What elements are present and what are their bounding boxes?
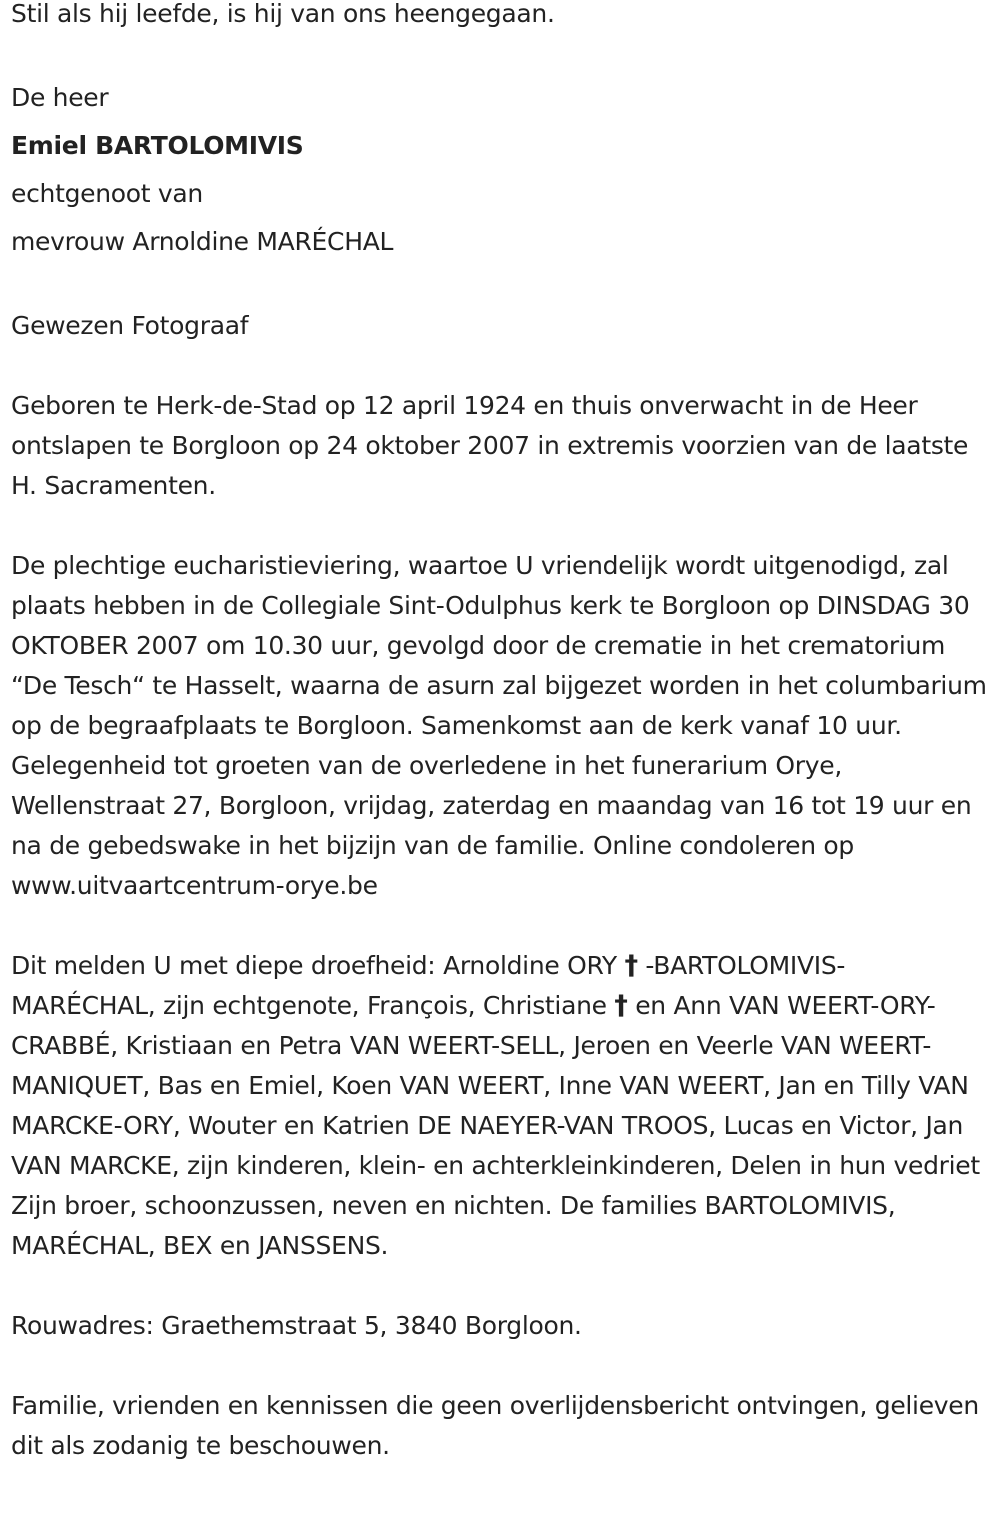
family-text-part1: Dit melden U met diepe droefheid: Arnoldine ORY (11, 951, 625, 980)
cross-icon: † (614, 990, 628, 1021)
closing-paragraph: Familie, vrienden en kennissen die geen overlijdensbericht ontvingen, gelieven dit als zodanig te beschouwen. (11, 1391, 979, 1460)
spouse-name: mevrouw Arnoldine MARÉCHAL (11, 227, 394, 256)
spacer (11, 34, 989, 74)
birth-death-paragraph: Geboren te Herk-de-Stad op 12 april 1924 en thuis onverwacht in de Heer ontslapen te Borgloon op 24 oktober 2007 in extremis voorzien van de laatste H. Sacramenten. (11, 391, 969, 500)
obituary-document (11, 0, 989, 1466)
deceased-name: Emiel BARTOLOMIVIS (11, 131, 304, 160)
cross-icon: † (624, 950, 638, 981)
ceremony-paragraph: De plechtige eucharistieviering, waartoe U vriendelijk wordt uitgenodigd, zal plaats hebben in de Collegiale Sint-Odulphus kerk te Borgloon op DINSDAG 30 OKTOBER 2007 om 10.30 uur, gevolgd door de crematie in het crematorium “De Tesch“ te Hasselt, waarna de asurn zal bijgezet worden in het columbarium op de begraafplaats te Borgloon. Samenkomst aan de kerk vanaf 10 uur. Gelegenheid tot groeten van de overledene in het funerarium Orye, Wellenstraat 27, Borgloon, vrijdag, zaterdag en maandag van 16 tot 19 uur en na de gebedswake in het bijzijn van de familie. Online condoleren op www.uitvaartcentrum-orye.be (11, 551, 987, 900)
opening-line: Stil als hij leefde, is hij van ons heengegaan. (11, 0, 555, 28)
spacer (11, 506, 989, 546)
spouse-relation: echtgenoot van (11, 179, 203, 208)
family-paragraph (11, 946, 989, 1266)
occupation: Gewezen Fotograaf (11, 311, 249, 340)
family-text-part3: en Ann VAN WEERT-ORY-CRABBÉ, Kristiaan en Petra VAN WEERT-SELL, Jeroen en Veerle VAN WEERT-MANIQUET, Bas en Emiel, Koen VAN WEERT, Inne VAN WEERT, Jan en Tilly VAN MARCKE-ORY, Wouter en Katrien DE NAEYER-VAN TROOS, Lucas en Victor, Jan VAN MARCKE, zijn kinderen, klein- en achterkleinkinderen, Delen in hun vedriet Zijn broer, schoonzussen, neven en nichten. De families BARTOLOMIVIS, MARÉCHAL, BEX en JANSSENS. (11, 991, 980, 1260)
mourning-address: Rouwadres: Graethemstraat 5, 3840 Borgloon. (11, 1311, 582, 1340)
spacer (11, 346, 989, 386)
family-text-part2: -BARTOLOMIVIS-MARÉCHAL, zijn echtgenote, François, Christiane (11, 951, 846, 1020)
honorific: De heer (11, 83, 109, 112)
spacer (11, 906, 989, 946)
spacer (11, 1266, 989, 1306)
spacer (11, 266, 989, 306)
spacer (11, 1346, 989, 1386)
